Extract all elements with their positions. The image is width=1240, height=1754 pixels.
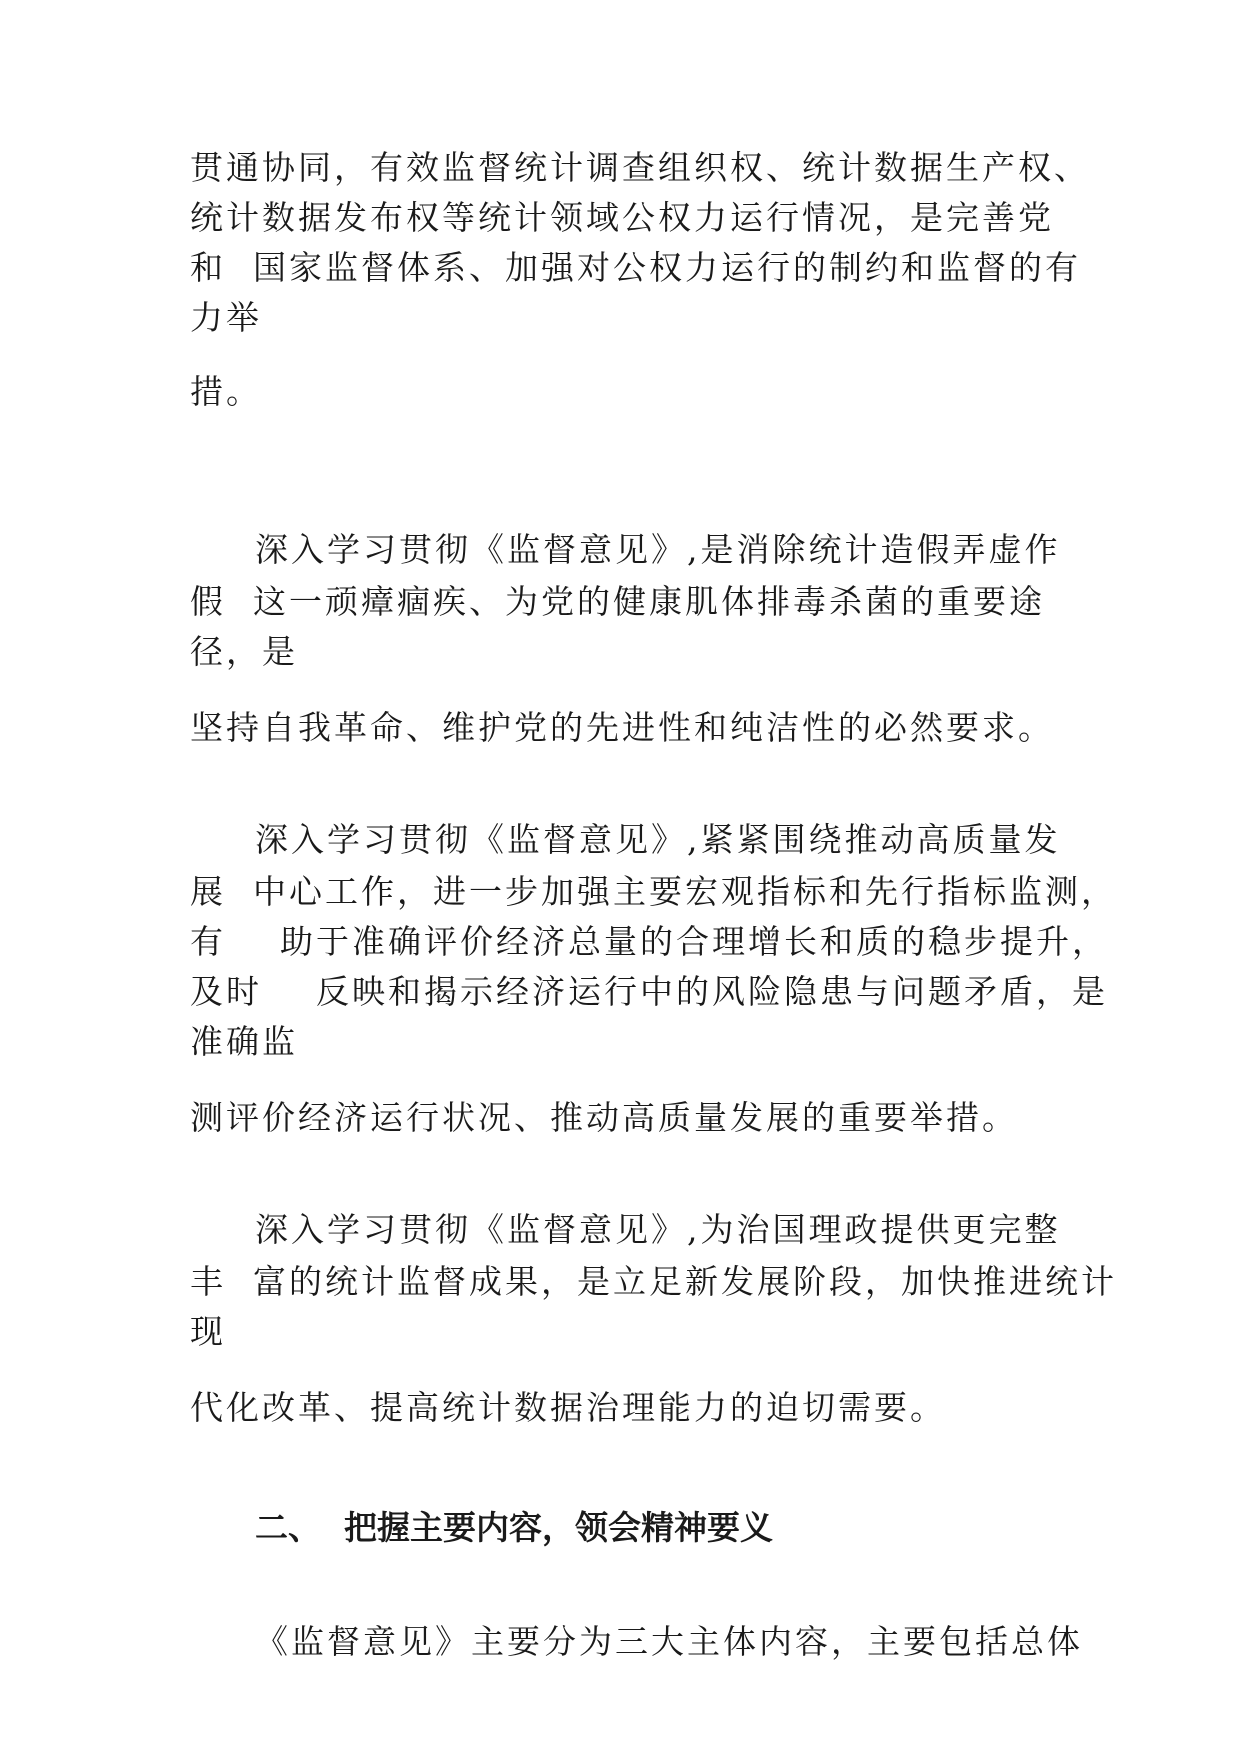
paragraph-2-line-1: 深入学习贯彻《监督意见》,是消除统计造假弄虚作 bbox=[255, 530, 1061, 569]
paragraph-4-line-1: 深入学习贯彻《监督意见》,为治国理政提供更完整 bbox=[255, 1210, 1061, 1249]
paragraph-1-line-5: 措。 bbox=[190, 372, 262, 411]
paragraph-4-line-2: 丰 富的统计监督成果，是立足新发展阶段，加快推进统计 bbox=[190, 1262, 1117, 1301]
paragraph-4-line-3: 现 bbox=[190, 1312, 226, 1351]
paragraph-3-line-1: 深入学习贯彻《监督意见》,紧紧围绕推动高质量发 bbox=[255, 820, 1061, 859]
closing-line: 《监督意见》主要分为三大主体内容，主要包括总体 bbox=[255, 1622, 1083, 1661]
paragraph-4-line-4: 代化改革、提高统计数据治理能力的迫切需要。 bbox=[190, 1388, 946, 1427]
paragraph-2-line-3: 径，是 bbox=[190, 632, 298, 671]
section-heading: 二、 把握主要内容，领会精神要义 bbox=[255, 1508, 773, 1547]
paragraph-3-line-5: 准确监 bbox=[190, 1022, 298, 1061]
paragraph-1-line-3: 和 国家监督体系、加强对公权力运行的制约和监督的有 bbox=[190, 248, 1081, 287]
paragraph-1-line-1: 贯通协同，有效监督统计调查组织权、统计数据生产权、 bbox=[190, 148, 1090, 187]
paragraph-1-line-4: 力举 bbox=[190, 298, 262, 337]
paragraph-3-line-2: 展 中心工作，进一步加强主要宏观指标和先行指标监测， bbox=[190, 872, 1117, 911]
paragraph-3-line-4: 及时 反映和揭示经济运行中的风险隐患与问题矛盾，是 bbox=[190, 972, 1108, 1011]
paragraph-2-line-4: 坚持自我革命、维护党的先进性和纯洁性的必然要求。 bbox=[190, 708, 1054, 747]
paragraph-2-line-2: 假 这一顽瘴痼疾、为党的健康肌体排毒杀菌的重要途 bbox=[190, 582, 1045, 621]
paragraph-3-line-6: 测评价经济运行状况、推动高质量发展的重要举措。 bbox=[190, 1098, 1018, 1137]
paragraph-1-line-2: 统计数据发布权等统计领域公权力运行情况，是完善党 bbox=[190, 198, 1054, 237]
paragraph-3-line-3: 有 助于准确评价经济总量的合理增长和质的稳步提升， bbox=[190, 922, 1108, 961]
